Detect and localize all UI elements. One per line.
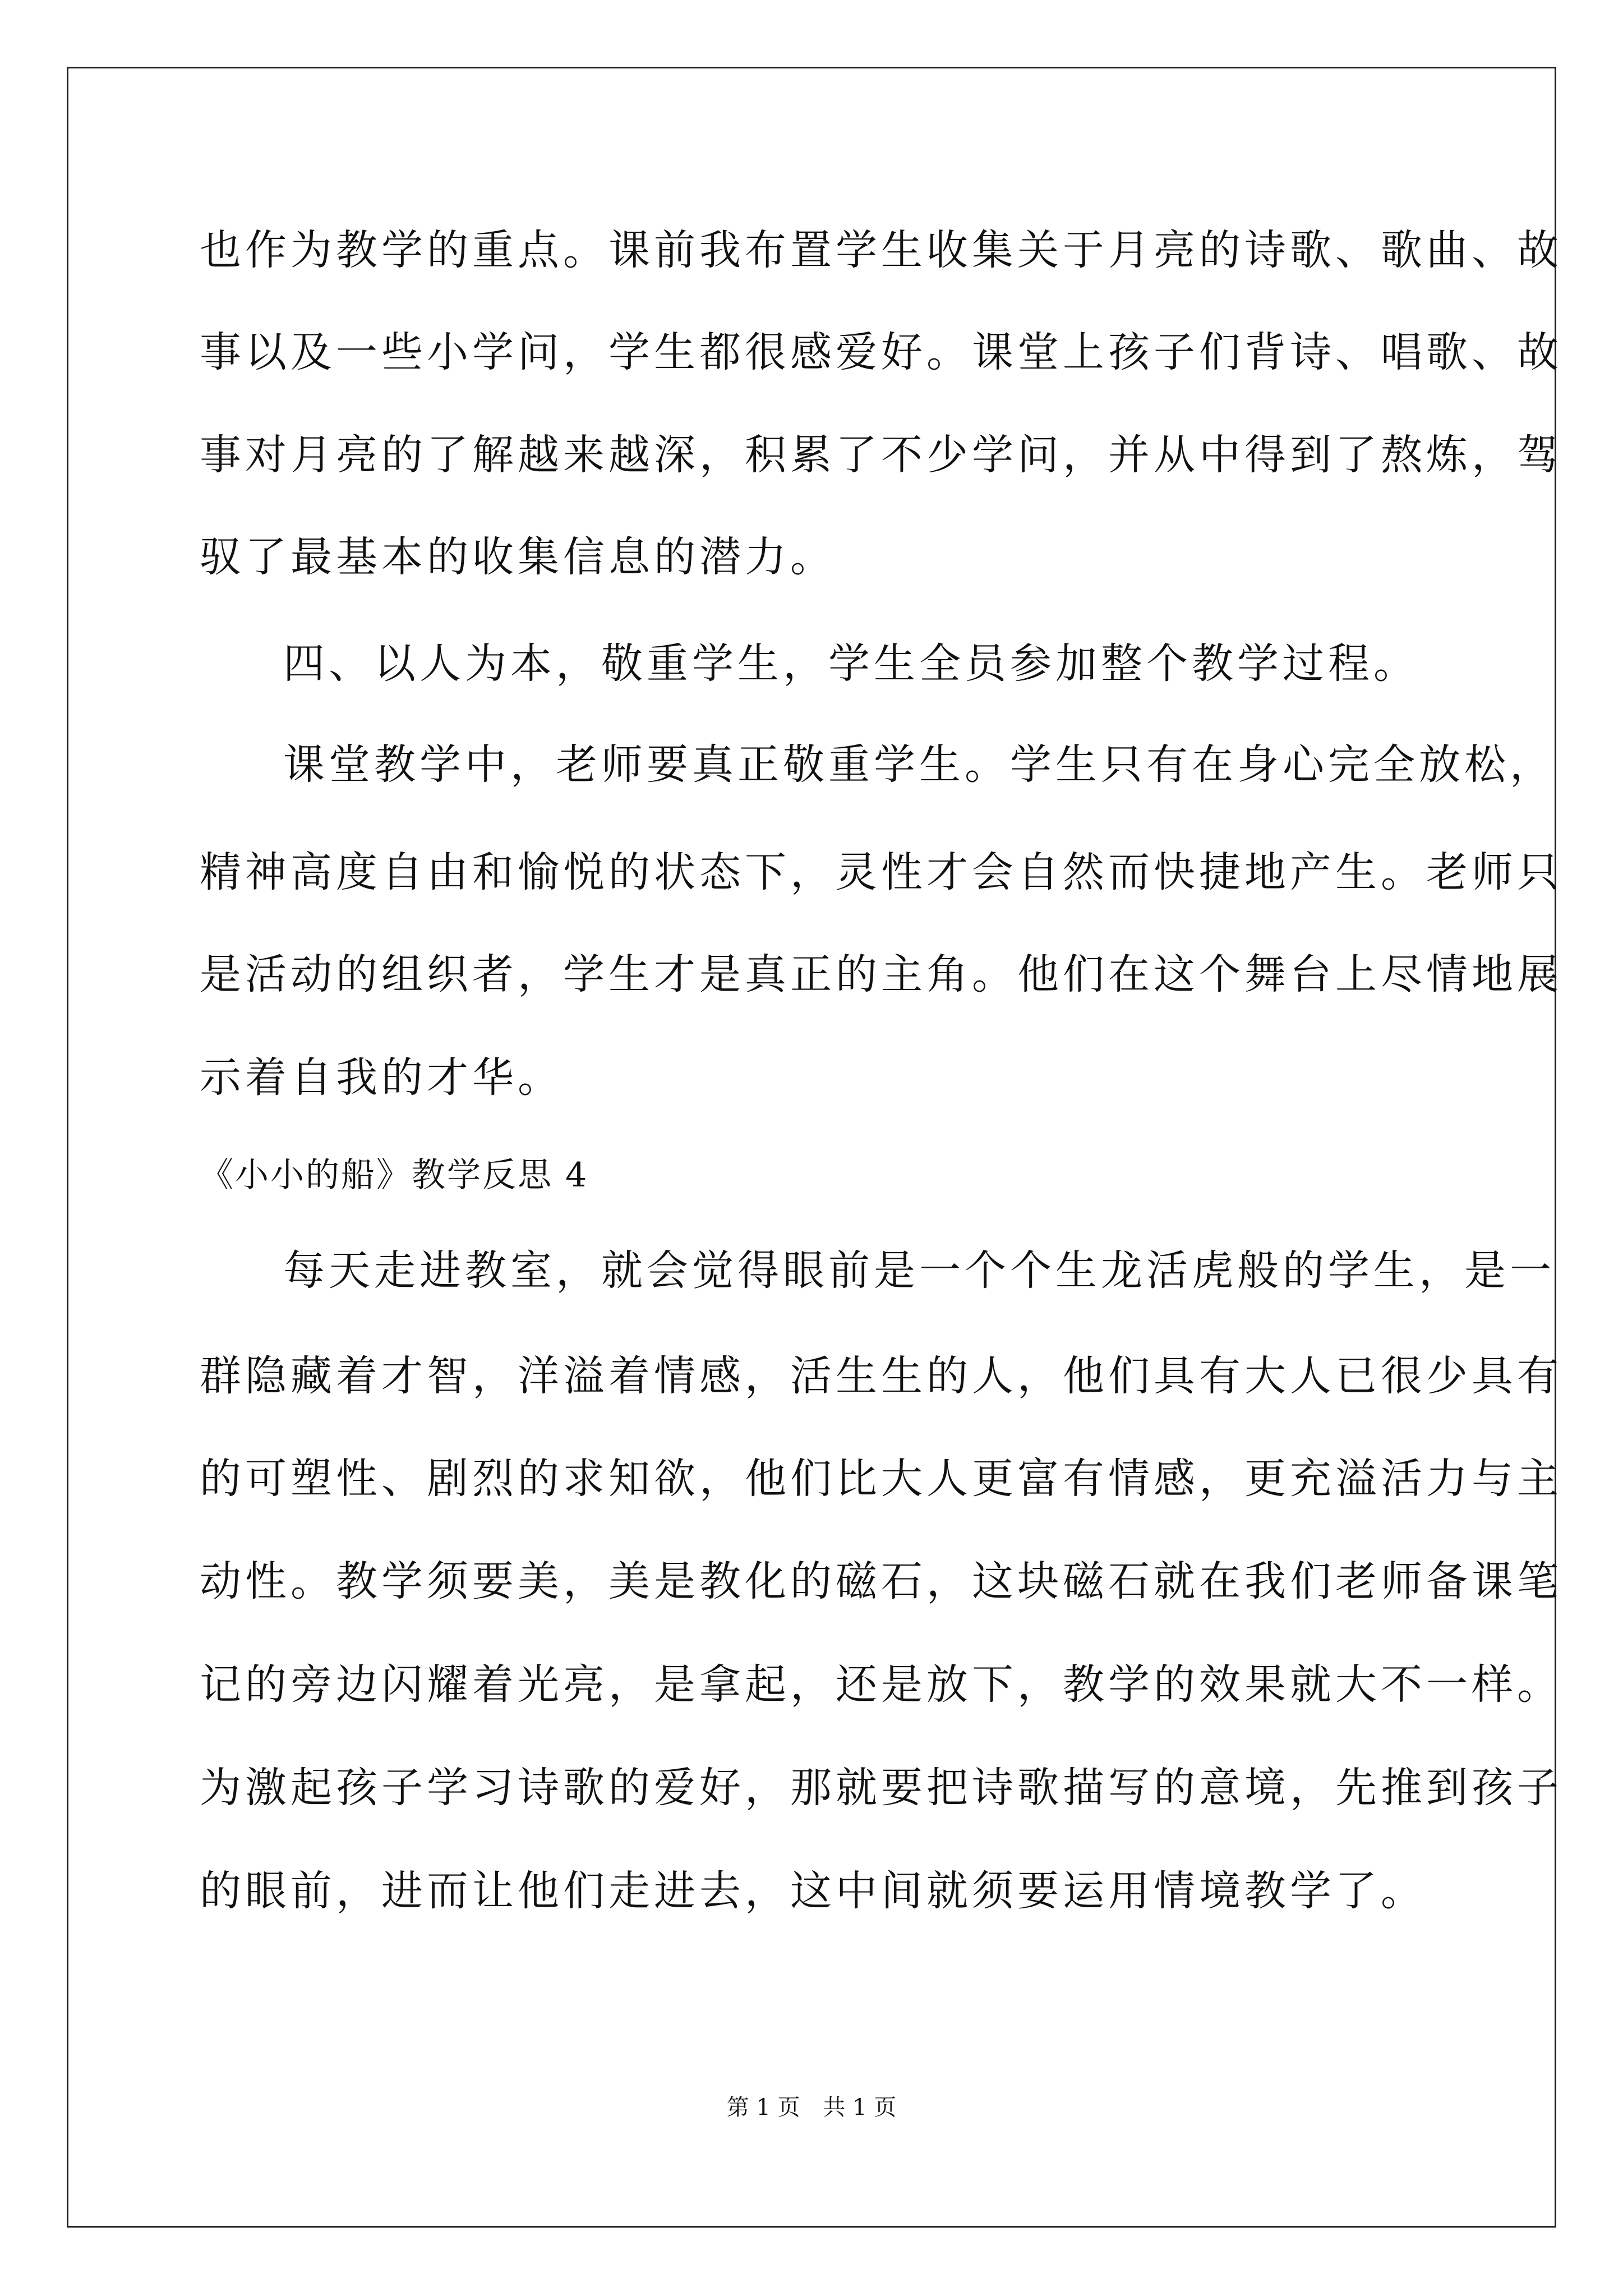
paragraph-line: 事对月亮的了解越来越深，积累了不少学问，并从中得到了熬炼，驾 bbox=[200, 431, 1562, 479]
page-footer bbox=[0, 2091, 1623, 2124]
paragraph-line: 群隐藏着才智，洋溢着情感，活生生的人，他们具有大人已很少具有 bbox=[200, 1352, 1562, 1400]
page-number: 第 1 页 bbox=[726, 2095, 800, 2120]
paragraph-line: 是活动的组织者，学生才是真正的主角。他们在这个舞台上尽情地展 bbox=[200, 950, 1562, 999]
paragraph-line: 驭了最基本的收集信息的潜力。 bbox=[200, 533, 836, 581]
paragraph-line: 事以及一些小学问，学生都很感爱好。课堂上孩子们背诗、唱歌、故 bbox=[200, 328, 1562, 376]
article-title: 《小小的船》教学反思 4 bbox=[200, 1156, 589, 1195]
page-total: 共 1 页 bbox=[823, 2095, 897, 2120]
paragraph-line: 的眼前，进而让他们走进去，这中间就须要运用情境教学了。 bbox=[200, 1867, 1426, 1915]
paragraph-line: 课堂教学中，老师要真正敬重学生。学生只有在身心完全放松， bbox=[283, 740, 1555, 789]
paragraph-line: 为激起孩子学习诗歌的爱好，那就要把诗歌描写的意境，先推到孩子 bbox=[200, 1764, 1562, 1812]
paragraph-line: 动性。教学须要美，美是教化的磁石，这块磁石就在我们老师备课笔 bbox=[200, 1557, 1562, 1605]
paragraph-line: 示着自我的才华。 bbox=[200, 1053, 563, 1102]
paragraph-line: 精神高度自由和愉悦的状态下，灵性才会自然而快捷地产生。老师只 bbox=[200, 848, 1562, 896]
section-heading-four: 四、以人为本，敬重学生，学生全员参加整个教学过程。 bbox=[283, 639, 1419, 688]
paragraph-line: 也作为教学的重点。课前我布置学生收集关于月亮的诗歌、歌曲、故 bbox=[200, 226, 1562, 274]
paragraph-line: 记的旁边闪耀着光亮，是拿起，还是放下，教学的效果就大不一样。 bbox=[200, 1660, 1562, 1709]
paragraph-line: 每天走进教室，就会觉得眼前是一个个生龙活虎般的学生，是一 bbox=[283, 1246, 1555, 1295]
paragraph-line: 的可塑性、剧烈的求知欲，他们比大人更富有情感，更充溢活力与主 bbox=[200, 1455, 1562, 1503]
